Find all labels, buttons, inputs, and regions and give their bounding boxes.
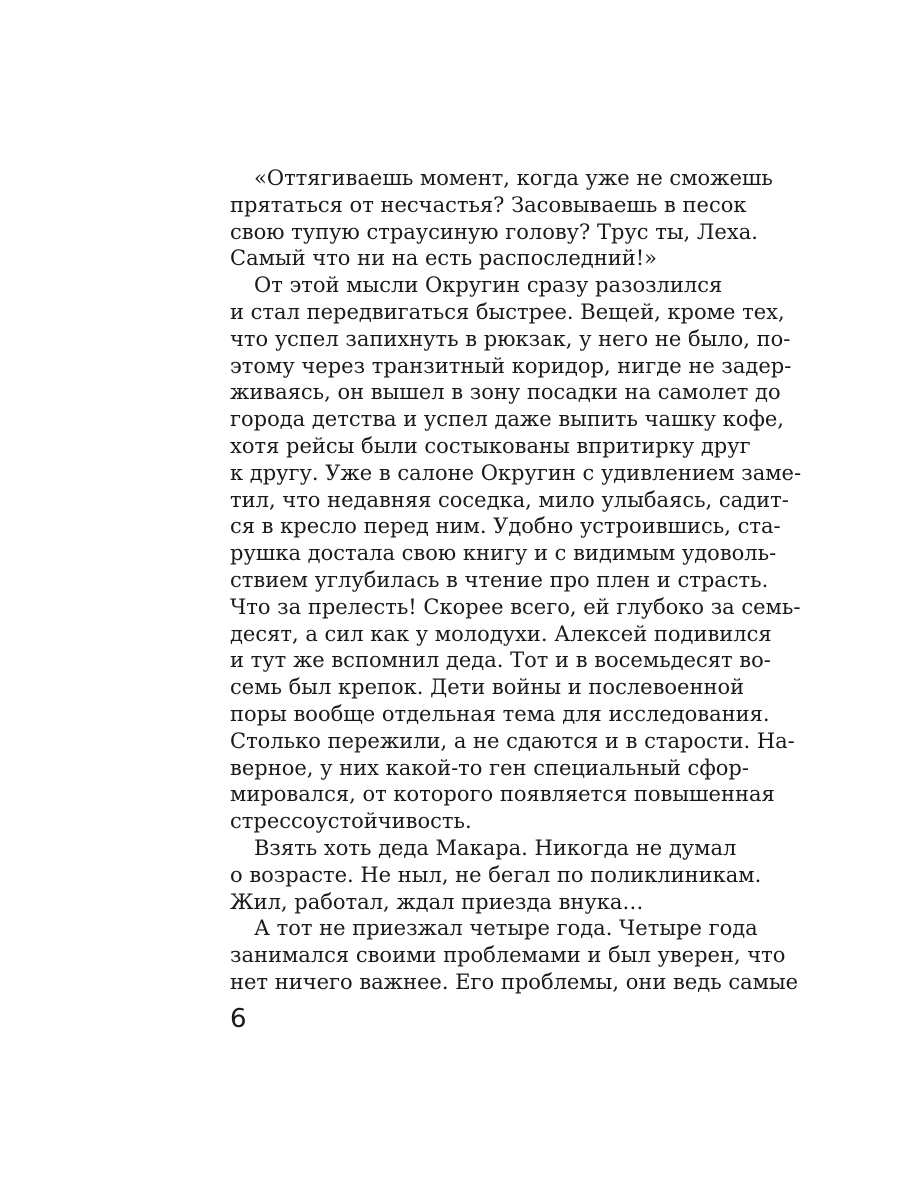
page-number: 6 bbox=[230, 1004, 247, 1034]
text-line: живаясь, он вышел в зону посадки на самолет до bbox=[230, 380, 781, 405]
text-line: От этой мысли Округин сразу разозлился bbox=[254, 273, 723, 298]
text-line: к другу. Уже в салоне Округин с удивлением заме- bbox=[230, 460, 802, 485]
text-line: нет ничего важнее. Его проблемы, они ведь самые bbox=[230, 969, 799, 994]
text-line: хотя рейсы были состыкованы впритирку друг bbox=[230, 433, 751, 458]
text-line: Столько пережили, а не сдаются и в старости. На- bbox=[230, 728, 795, 753]
text-line: десят, а сил как у молодухи. Алексей подивился bbox=[230, 621, 772, 646]
text-line: этому через транзитный коридор, нигде не задер- bbox=[230, 353, 792, 378]
paragraph-4 bbox=[230, 915, 799, 995]
text-line: Жил, работал, ждал приезда внука… bbox=[230, 889, 644, 914]
text-line: свою тупую страусиную голову? Трус ты, Леха. bbox=[230, 219, 758, 244]
text-line: ся в кресло перед ним. Удобно устроившись, ста- bbox=[230, 514, 781, 539]
text-line: А тот не приезжал четыре года. Четыре года bbox=[254, 916, 758, 941]
text-line: Что за прелесть! Скорее всего, ей глубоко за семь- bbox=[230, 594, 801, 619]
paragraph-2 bbox=[230, 272, 802, 835]
text-line: города детства и успел даже выпить чашку кофе, bbox=[230, 407, 784, 432]
text-line: поры вообще отдельная тема для исследования. bbox=[230, 701, 770, 726]
paragraph-1 bbox=[230, 165, 773, 272]
body-text bbox=[230, 165, 802, 996]
text-line: занимался своими проблемами и был уверен, что bbox=[230, 943, 786, 968]
text-line: Взять хоть деда Макара. Никогда не думал bbox=[254, 835, 737, 860]
text-line: что успел запихнуть в рюкзак, у него не было, по- bbox=[230, 326, 791, 351]
text-line: тил, что недавняя соседка, мило улыбаясь, садит- bbox=[230, 487, 789, 512]
text-line: о возрасте. Не ныл, не бегал по поликлиникам. bbox=[230, 862, 762, 887]
text-line: семь был крепок. Дети войны и послевоенной bbox=[230, 675, 745, 700]
text-line: мировался, от которого появляется повышенная bbox=[230, 782, 775, 807]
text-line: рушка достала свою книгу и с видимым удоволь- bbox=[230, 541, 777, 566]
text-line: ствием углубилась в чтение про плен и страсть. bbox=[230, 567, 769, 592]
text-line: прятаться от несчастья? Засовываешь в песок bbox=[230, 192, 747, 217]
text-line: стрессоустойчивость. bbox=[230, 809, 472, 834]
text-line: и стал передвигаться быстрее. Вещей, кроме тех, bbox=[230, 299, 785, 324]
paragraph-3 bbox=[230, 835, 762, 915]
text-line: и тут же вспомнил деда. Тот и в восемьдесят во- bbox=[230, 648, 771, 673]
text-line: верное, у них какой-то ген специальный сфор- bbox=[230, 755, 749, 780]
text-line: Самый что ни на есть распоследний!» bbox=[230, 246, 658, 271]
text-line: «Оттягиваешь момент, когда уже не сможешь bbox=[254, 166, 773, 190]
